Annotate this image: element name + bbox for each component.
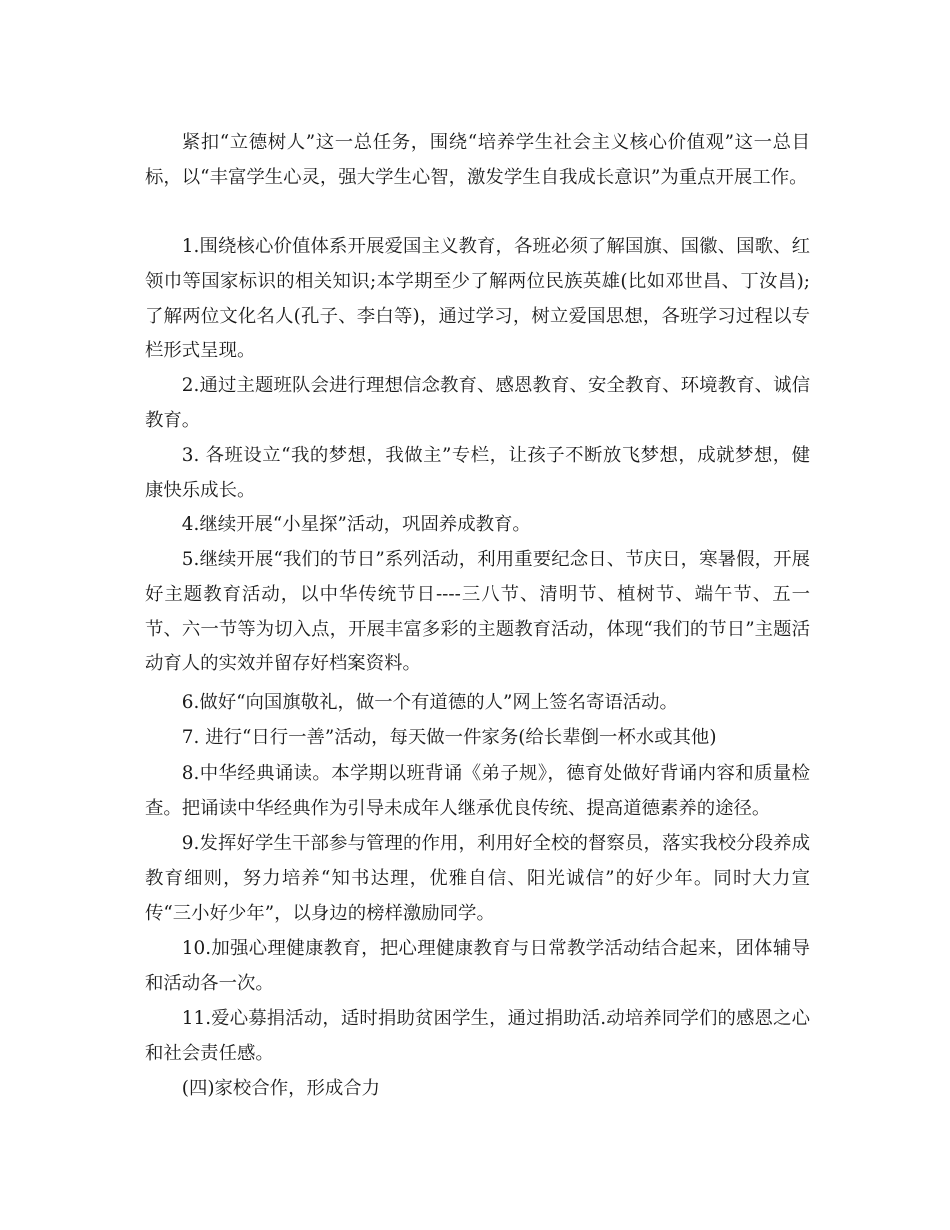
item-7-paragraph: 7. 进行“日行一善”活动，每天做一件家务(给长辈倒一杯水或其他): [181, 727, 717, 748]
section-heading-4: (四)家校合作，形成合力: [181, 1078, 381, 1099]
item-10-paragraph: 10.加强心理健康教育，把心理健康教育与日常教学活动结合起来，团体辅导和活动各一次。: [145, 938, 810, 994]
item-2-paragraph: 2.通过主题班队会进行理想信念教育、感恩教育、安全教育、环境教育、诚信教育。: [145, 375, 810, 431]
item-1-paragraph: 1.围绕核心价值体系开展爱国主义教育，各班必须了解国旗、国徽、国歌、红领巾等国家标识的相关知识;本学期至少了解两位民族英雄(比如邓世昌、丁汝昌);了解两位文化名人(孔子、李白等)，通过学习，树立爱国思想，各班学习过程以专栏形式呈现。: [145, 236, 810, 362]
item-5-paragraph: 5.继续开展“我们的节日”系列活动，利用重要纪念日、节庆日，寒暑假，开展好主题教育活动，以中华传统节日----三八节、清明节、植树节、端午节、五一节、六一节等为切入点，开展丰富多彩的主题教育活动，体现“我们的节日”主题活动育人的实效并留存好档案资料。: [145, 549, 810, 675]
item-9-paragraph: 9.发挥好学生干部参与管理的作用，利用好全校的督察员，落实我校分段养成教育细则，努力培养“知书达理，优雅自信、阳光诚信”的好少年。同时大力宣传“三小好少年”，以身边的榜样激励同学。: [145, 833, 810, 924]
item-8-paragraph: 8.中华经典诵读。本学期以班背诵《弟子规》，德育处做好背诵内容和质量检查。把诵读中华经典作为引导未成年人继承优良传统、提高道德素养的途径。: [145, 763, 810, 819]
item-11-paragraph: 11.爱心募捐活动，适时捐助贫困学生，通过捐助活.动培养同学们的感恩之心和社会责任感。: [145, 1008, 810, 1064]
item-6-paragraph: 6.做好“向国旗敬礼，做一个有道德的人”网上签名寄语活动。: [181, 692, 678, 713]
item-4-paragraph: 4.继续开展“小星探”活动，巩固养成教育。: [181, 514, 531, 535]
item-3-paragraph: 3. 各班设立“我的梦想，我做主”专栏，让孩子不断放飞梦想，成就梦想，健康快乐成长。: [145, 445, 810, 501]
intro-paragraph: 紧扣“立德树人”这一总任务，围绕“培养学生社会主义核心价值观”这一总目标，以“丰富学生心灵，强大学生心智，激发学生自我成长意识”为重点开展工作。: [145, 132, 810, 188]
